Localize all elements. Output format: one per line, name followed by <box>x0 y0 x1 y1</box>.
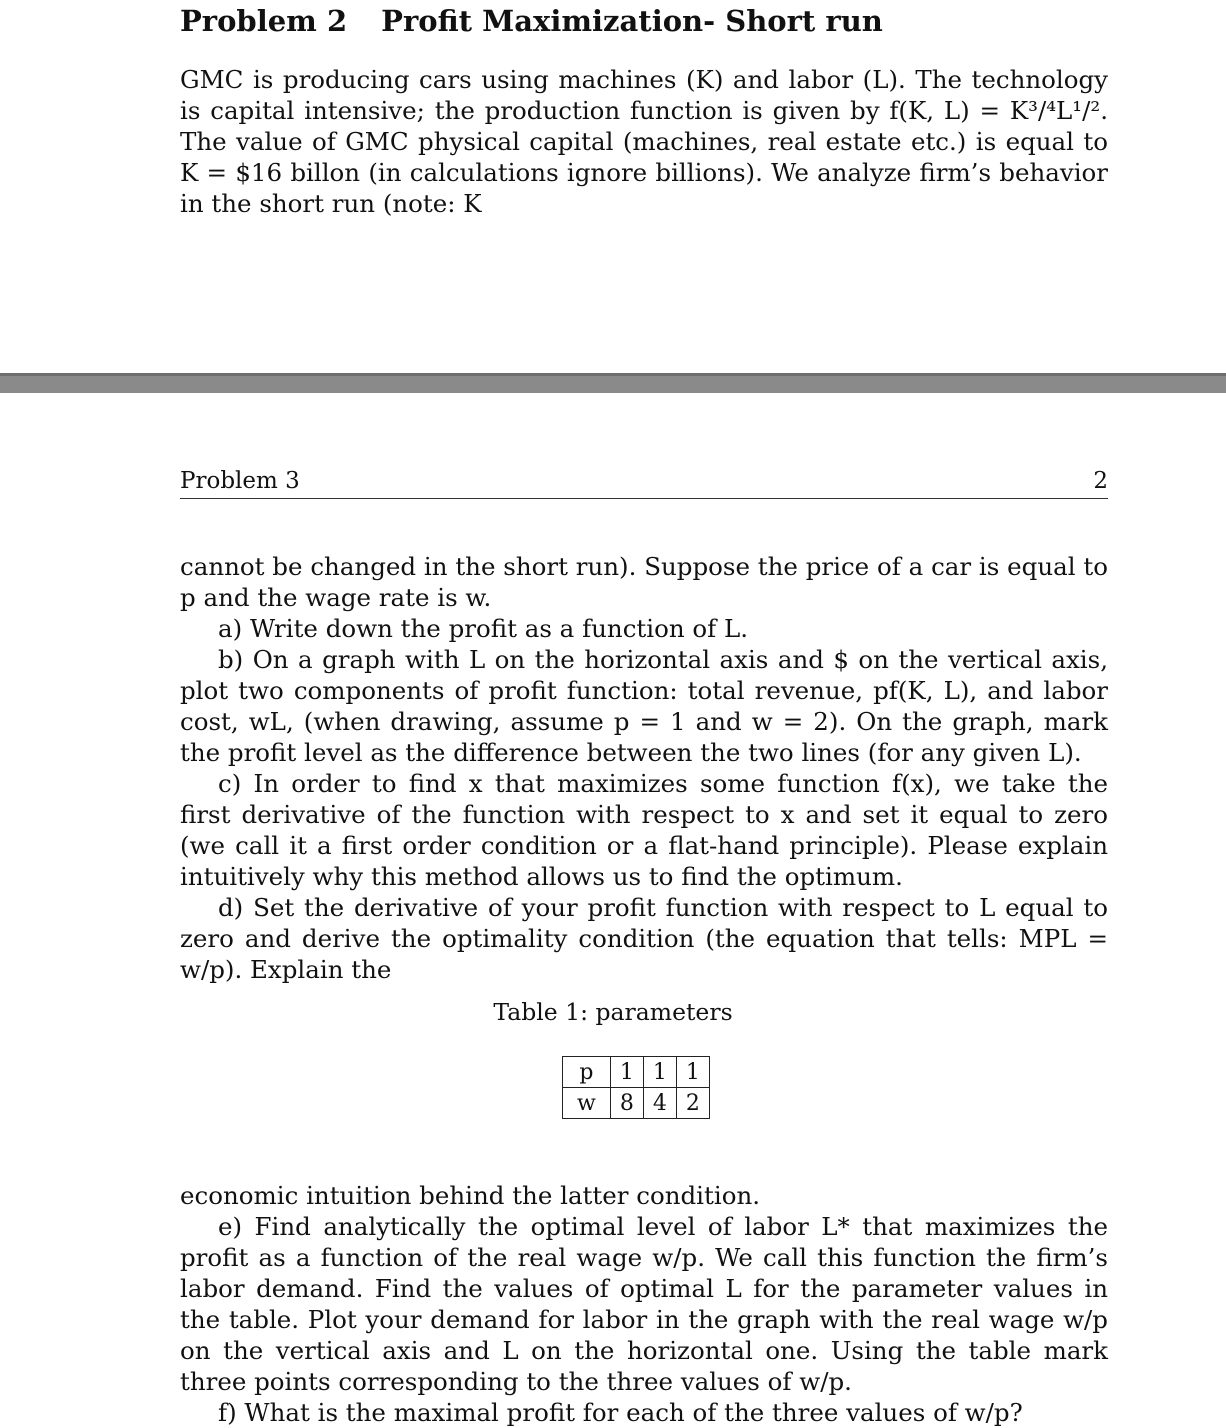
problem-intro: GMC is producing cars using machines (K) and labor (L). The technology is capital intensive; the production function is given by f(K, L) = K³/⁴L¹/². The value of GMC physical capital (machines, real estate etc.) is equal to K = $16 billon (in calculations ignore billions). We analyze firm’s behavior in the short run (note: K <box>180 65 1108 218</box>
problem-number: Problem 2 <box>180 4 348 38</box>
table-cell: 4 <box>643 1088 676 1119</box>
table-cell: 1 <box>610 1057 643 1088</box>
table-caption: Table 1: parameters <box>493 998 733 1026</box>
parameters-table <box>562 1056 710 1119</box>
page-divider <box>0 373 1226 393</box>
page-number: 2 <box>1093 468 1108 494</box>
question-b: b) On a graph with L on the horizontal axis and $ on the vertical axis, plot two components of profit function: total revenue, pf(K, L), and labor cost, wL, (when drawing, assume p = 1 and w = 2). On the graph, mark the profit level as the difference between the two lines (for any given L). <box>180 645 1108 767</box>
table-row <box>563 1057 710 1088</box>
table-cell: 2 <box>676 1088 709 1119</box>
question-e: e) Find analytically the optimal level of labor L* that maximizes the profit as a function of the real wage w/p. We call this function the firm’s labor demand. Find the values of optimal L for the parameter values in the table. Plot your demand for labor in the graph with the real wage w/p on the vertical axis and L on the horizontal one. Using the table mark three points corresponding to the three values of w/p. <box>180 1212 1108 1396</box>
question-d: d) Set the derivative of your profit function with respect to L equal to zero and derive the optimality condition (the equation that tells: MPL = w/p). Explain the <box>180 893 1108 984</box>
question-d-end: economic intuition behind the latter condition. <box>180 1181 761 1210</box>
question-c: c) In order to find x that maximizes some function f(x), we take the first derivative of the function with respect to x and set it equal to zero (we call it a first order condition or a flat-hand principle). Please explain intuitively why this method allows us to find the optimum. <box>180 769 1108 891</box>
questions-continued-block <box>180 1180 1108 1428</box>
table-row-label: w <box>563 1088 611 1119</box>
problem-title: Profit Maximization- Short run <box>381 4 883 38</box>
running-head <box>180 468 1108 499</box>
question-f: f) What is the maximal profit for each of the three values of w/p? <box>218 1398 1023 1427</box>
question-a: a) Write down the profit as a function of L. <box>218 614 749 643</box>
parameters-table-wrap <box>562 1056 710 1119</box>
table-cell: 8 <box>610 1088 643 1119</box>
problem-heading <box>180 4 883 38</box>
table-row-label: p <box>563 1057 611 1088</box>
problem-intro-block <box>180 64 1108 219</box>
table-row <box>563 1088 710 1119</box>
table-cell: 1 <box>643 1057 676 1088</box>
table-cell: 1 <box>676 1057 709 1088</box>
continued-text: cannot be changed in the short run). Suppose the price of a car is equal to p and the wage rate is w. <box>180 552 1108 612</box>
running-head-title: Problem 3 <box>180 468 300 494</box>
questions-block <box>180 551 1108 985</box>
